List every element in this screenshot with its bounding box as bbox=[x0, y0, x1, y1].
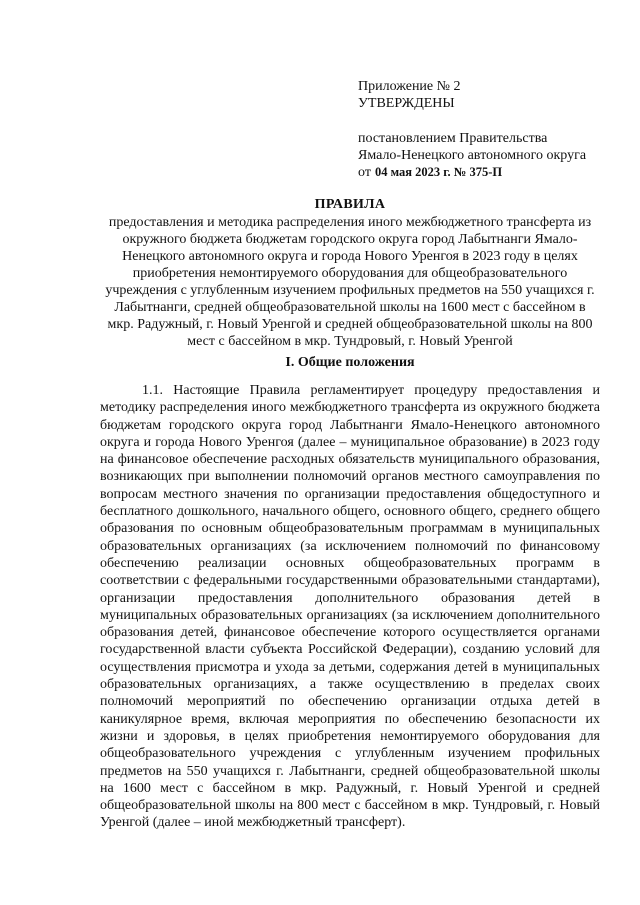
appendix-number: Приложение № 2 bbox=[358, 79, 461, 94]
decree-date-line bbox=[358, 164, 618, 181]
paragraph-1-1: 1.1. Настоящие Правила регламентирует процедуру предоставления и методику распределения иного межбюджетного трансферта из окружного бюджета бюджетам городского округа город Лабытнанги Ямало-Ненецкого автономного округа и города Нового Уренгоя (далее – муниципальное образование) в 2023 году на финансовое обеспечение расходных обязательств муниципального образования, возникающих при выполнении полномочий органов местного самоуправления по вопросам местного значения по организации предоставления общедоступного и бесплатного дошкольного, начального общего, основного общего, среднего общего образования по основным общеобразовательным программам в муниципальных образовательных организациях (за исключением полномочий по финансовому обеспечению реализации основных общеобразовательных программ в соответствии с федеральными государственными образовательными стандартами), организации предоставления дополнительного образования детей в муниципальных образовательных организациях (за исключением дополнительного образования детей, финансовое обеспечение которого осуществляется органами государственной власти субъекта Российской Федерации), созданию условий для осуществления присмотра и ухода за детьми, содержания детей в муниципальных образовательных организациях, а также осуществлению в пределах своих полномочий мероприятий по обеспечению организации отдыха детей в каникулярное время, включая мероприятия по обеспечению безопасности их жизни и здоровья, в целях приобретения немонтируемого оборудования для общеобразовательного учреждения с углубленным изучением профильных предметов на 550 учащихся г. Лабытнанги, средней общеобразовательной школы на 1600 мест с бассейном в мкр. Радужный, г. Новый Уренгой и средней общеобразовательной школы на 800 мест с бассейном в мкр. Тундровый, г. Новый Уренгой (далее – иной межбюджетный трансферт). bbox=[100, 383, 600, 831]
section-heading: I. Общие положения bbox=[285, 355, 415, 370]
decree-line-1: постановлением Правительства bbox=[358, 131, 548, 146]
appendix-block bbox=[358, 78, 618, 181]
document-subtitle: предоставления и методика распределения иного межбюджетного трансферта из окружного бюджета бюджетам городского округа город Лабытнанги Ямало-Ненецкого автономного округа и города Нового Уренгоя в 2023 году в целях приобретения немонтируемого оборудования для общеобразовательного учреждения с углубленным изучением профильных предметов на 550 учащихся г. Лабытнанги, средней общеобразовательной школы на 1600 мест с бассейном в мкр. Радужный, г. Новый Уренгой и средней общеобразовательной школы на 800 мест с бассейном в мкр. Тундровый, г. Новый Уренгой bbox=[105, 215, 595, 349]
date-prefix: от bbox=[358, 165, 371, 180]
document-title: ПРАВИЛА bbox=[314, 197, 386, 212]
decree-line-2: Ямало-Ненецкого автономного округа bbox=[358, 148, 587, 163]
decree-date-value: 04 мая 2023 г. № 375-П bbox=[374, 165, 503, 179]
approved-label: УТВЕРЖДЕНЫ bbox=[358, 96, 455, 111]
